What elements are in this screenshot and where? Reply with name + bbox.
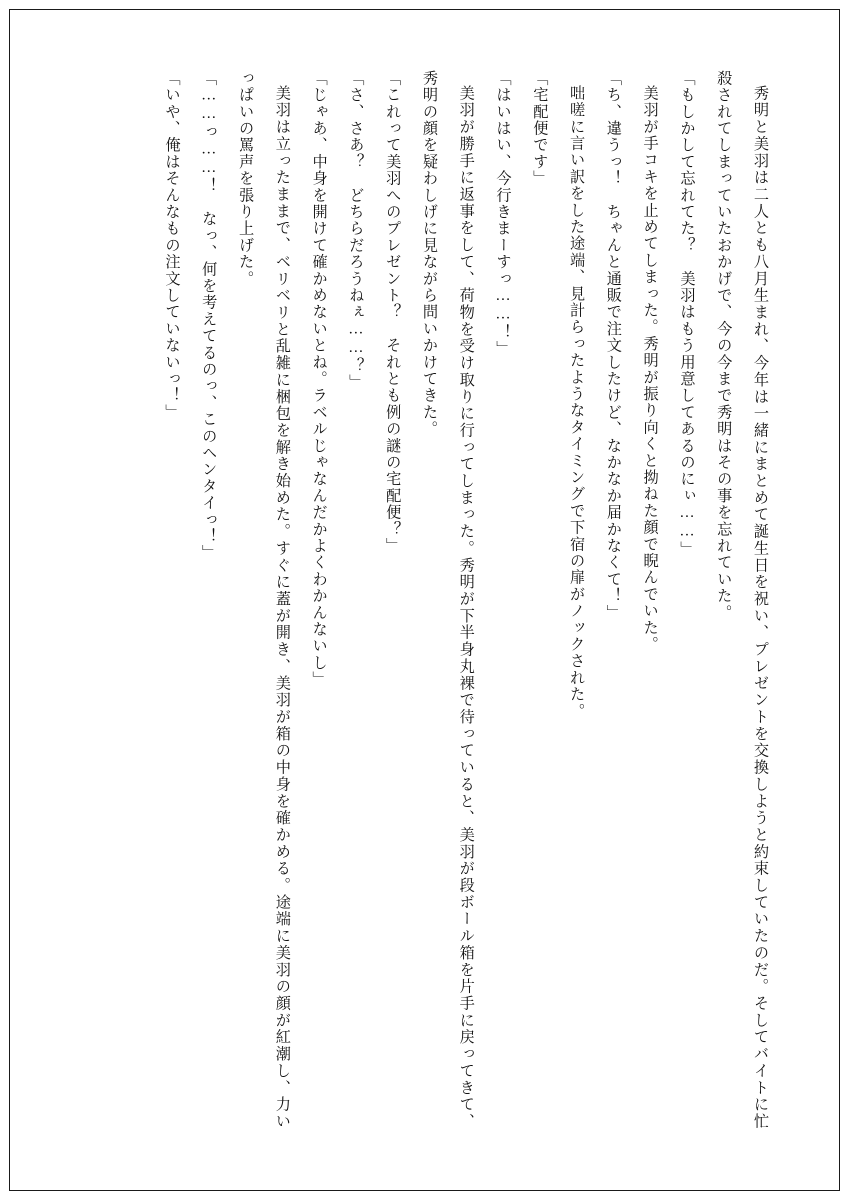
paragraph: 咄嗟に言い訳をした途端、見計らったようなタイミングで下宿の扉がノックされた。 bbox=[568, 85, 586, 720]
paragraph: 「いや、俺はそんなもの注文していないっ！」 bbox=[163, 70, 181, 421]
paragraph: 「これって美羽へのプレゼント？ それとも例の謎の宅配便？」 bbox=[384, 70, 402, 555]
paragraph: 美羽は立ったままで、ベリベリと乱雑に梱包を解き始めた。すぐに蓋が開き、美羽が箱の中身を確かめる。途端に美羽の顔が紅潮し、力いっぱいの罵声を張り上げた。 bbox=[237, 70, 291, 1130]
paragraph: 「宅配便です」 bbox=[531, 70, 549, 187]
paragraph: 「さ、さあ？ どちらだろうねぇ……？」 bbox=[347, 70, 365, 391]
paragraph: 「もしかして忘れてた？ 美羽はもう用意してあるのにぃ……」 bbox=[678, 70, 696, 558]
paragraph: 美羽が手コキを止めてしまった。秀明が振り向くと拗ねた顔で睨んでいた。 bbox=[641, 85, 659, 653]
paragraph: 「はいはい、今行きまーすっ……！」 bbox=[494, 70, 512, 358]
paragraph: 「じゃあ、中身を開けて確かめないとね。ラベルじゃなんだかよくわかんないし」 bbox=[310, 70, 328, 688]
paragraph: 「……っ……！ なっ、何を考えてるのっ、このヘンタイっ！」 bbox=[200, 70, 218, 562]
paragraph: 「ち、違うっ！ ちゃんと通販で注文したけど、なかなか届かなくて！」 bbox=[604, 70, 622, 622]
paragraph: 秀明と美羽は二人とも八月生まれ、今年は一緒にまとめて誕生日を祝い、プレゼントを交換しようと約束していたのだ。そしてバイトに忙殺されてしまっていたおかげで、今の今まで秀明はその事を忘れていた。 bbox=[715, 70, 769, 1130]
paragraph: 美羽が勝手に返事をして、荷物を受け取りに行ってしまった。秀明が下半身丸裸で待っていると、美羽が段ボール箱を片手に戻ってきて、秀明の顔を疑わしげに見ながら問いかけてきた。 bbox=[420, 70, 475, 1130]
novel-body-text bbox=[58, 70, 778, 1130]
